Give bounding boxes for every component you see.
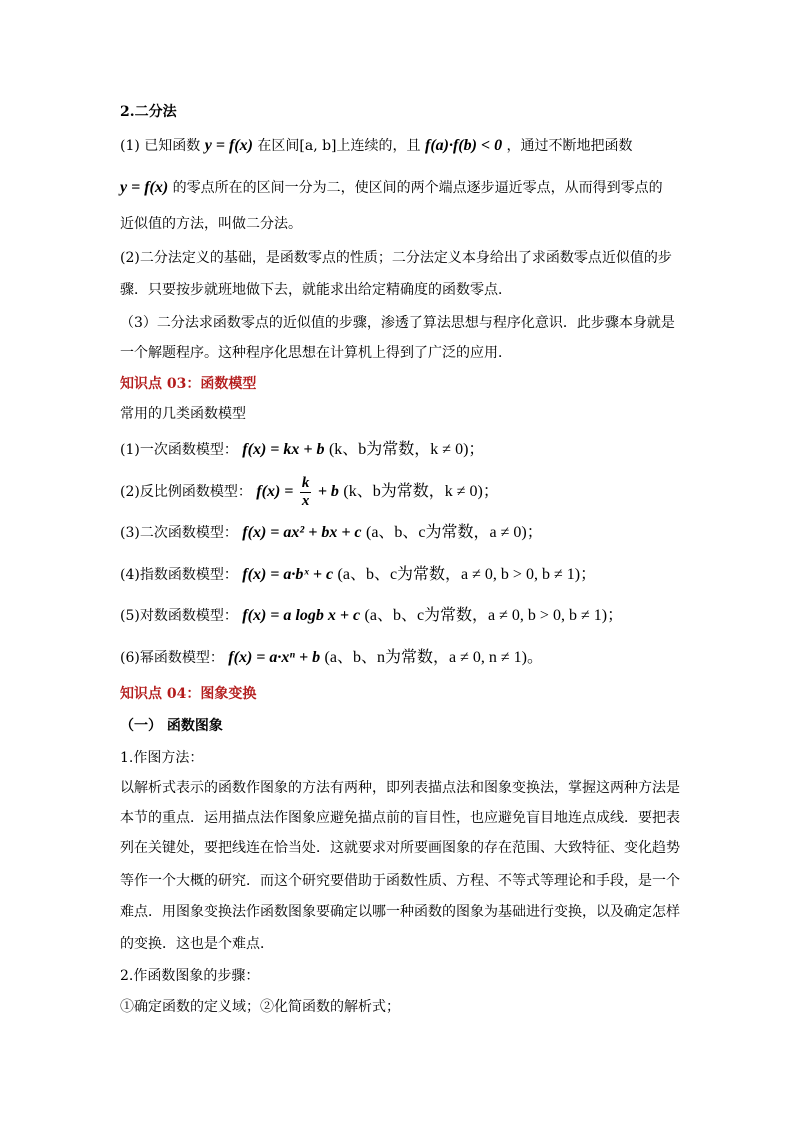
paragraph-1-line-2: y = f(x) 的零点所在的区间一分为二，使区间的两个端点逐步逼近零点，从而得到零点的 bbox=[120, 179, 663, 196]
model-quadratic: (3)二次函数模型： f(x) = ax² + bx + c (a、b、c为常数，a ≠ 0)； bbox=[120, 524, 543, 541]
paragraph-line: 列在关键处，要把线连在恰当处．这就要求对所要画图象的存在范围、大致特征、变化趋势 bbox=[120, 840, 680, 856]
steps-line: ①确定函数的定义域；②化简函数的解析式； bbox=[120, 999, 400, 1015]
model-linear: (1)一次函数模型： f(x) = kx + b (k、b为常数，k ≠ 0)； bbox=[120, 441, 485, 458]
paragraph-2-line-1: (2)二分法定义的基础，是函数零点的性质；二分法定义本身给出了求函数零点近似值的步 bbox=[120, 250, 672, 266]
formula-y-fx: y = f(x) bbox=[204, 137, 253, 154]
paragraph-3-line-2: 一个解题程序。这种程序化思想在计算机上得到了广泛的应用． bbox=[120, 345, 512, 361]
model-exponential: (4)指数函数模型： f(x) = a·bˣ + c (a、b、c为常数，a ≠ 0, b > 0, b ≠ 1)； bbox=[120, 566, 597, 583]
models-intro: 常用的几类函数模型 bbox=[120, 406, 246, 422]
paragraph-3-line-1: （3）二分法求函数零点的近似值的步骤，渗透了算法思想与程序化意识．此步骤本身就是 bbox=[120, 315, 675, 331]
model-logarithmic: (5)对数函数模型： f(x) = a logb x + c (a、b、c为常数，a ≠ 0, b > 0, b ≠ 1)； bbox=[120, 607, 624, 624]
knowledge-point-03-heading: 知识点 03：函数模型 bbox=[120, 376, 257, 392]
fraction-k-over-x: $\frac{k}{x}$ bbox=[301, 474, 310, 509]
paragraph-line: 本节的重点．运用描点法作图象应避免描点前的盲目性，也应避免盲目地连点成线．要把表 bbox=[120, 810, 680, 826]
heading-drawing-steps: 2.作函数图象的步骤： bbox=[120, 968, 260, 984]
heading-drawing-method: 1.作图方法： bbox=[120, 750, 204, 766]
paragraph-2-line-2: 骤．只要按步就班地做下去，就能求出给定精确度的函数零点． bbox=[120, 282, 512, 298]
paragraph-line: 等作一个大概的研究．而这个研究要借助于函数性质、方程、不等式等理论和手段，是一个 bbox=[120, 873, 680, 889]
paragraph-1-line-3: 近似值的方法，叫做二分法。 bbox=[120, 216, 302, 232]
formula-fa-fb: f(a)·f(b) < 0 bbox=[424, 137, 503, 154]
knowledge-point-04-heading: 知识点 04：图象变换 bbox=[120, 686, 257, 702]
paragraph-line: 的变换．这也是个难点． bbox=[120, 936, 274, 952]
section-2-title: 2.二分法 bbox=[120, 104, 177, 120]
formula-y-fx: y = f(x) bbox=[120, 179, 169, 196]
paragraph-line: 难点．用图象变换法作函数图象要确定以哪一种函数的图象为基础进行变换，以及确定怎样 bbox=[120, 904, 680, 920]
paragraph-line: 以解析式表示的函数作图象的方法有两种，即列表描点法和图象变换法，掌握这两种方法是 bbox=[120, 780, 680, 796]
paragraph-1-line-1: (1) 已知函数 y = f(x) 在区间[a, b]上连续的，且 f(a)·f(b) < 0 ，通过不断地把函数 bbox=[120, 137, 633, 154]
subsection-function-graph: （一） 函数图象 bbox=[120, 718, 223, 734]
model-power: (6)幂函数模型： f(x) = a·xⁿ + b (a、b、n为常数，a ≠ 0, n ≠ 1)。 bbox=[120, 649, 543, 666]
model-inverse: (2)反比例函数模型： f(x) = $\frac{k}{x}$ + b (k、b为常数，k ≠ 0)； bbox=[120, 474, 499, 509]
